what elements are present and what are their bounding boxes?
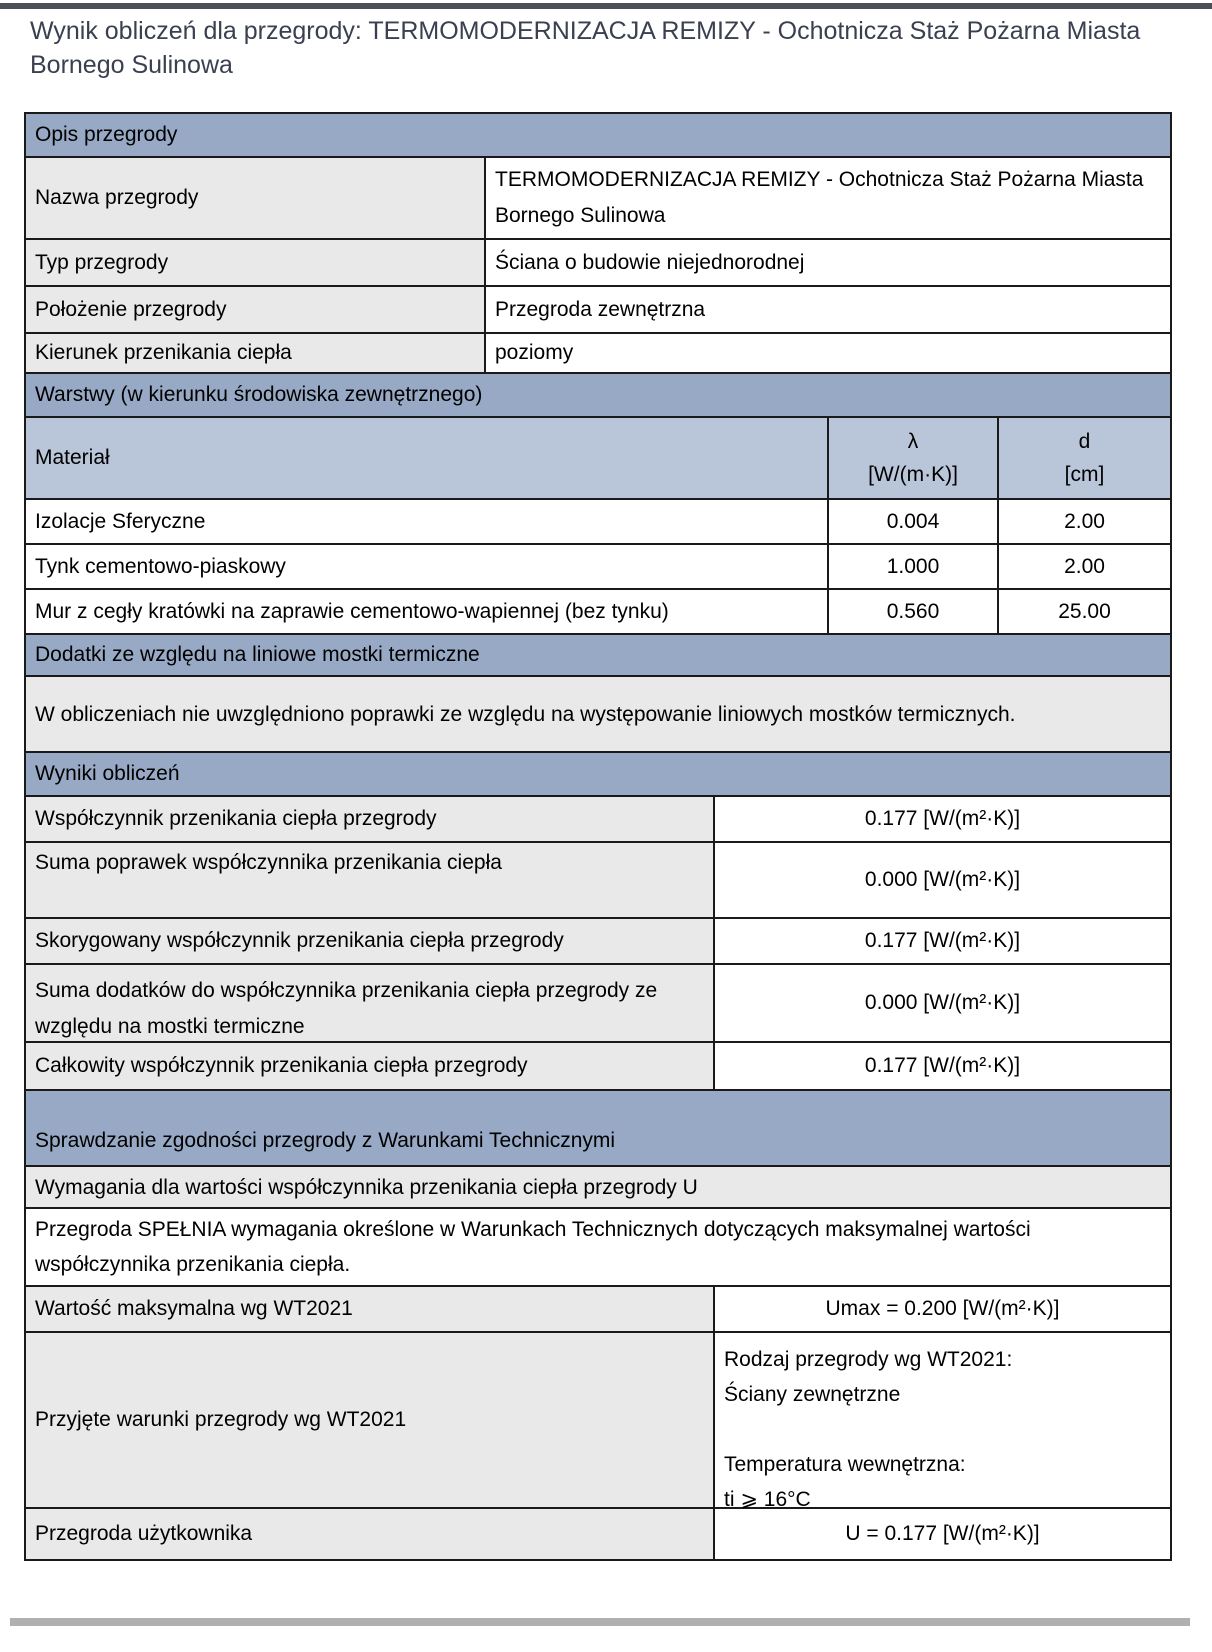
table-row: [26, 238, 1170, 285]
row-value: TERMOMODERNIZACJA REMIZY - Ochotnicza Staż Pożarna Miasta Bornego Sulinowa: [495, 168, 1144, 227]
result-label: Suma poprawek współczynnika przenikania ciepła: [26, 843, 715, 917]
requirements-subheader: Wymagania dla wartości współczynnika przenikania ciepła przegrody U: [26, 1167, 1170, 1207]
table-row: [26, 156, 1170, 238]
section-header-warstwy: Warstwy (w kierunku środowiska zewnętrznego): [26, 372, 1170, 416]
result-label: Całkowity współczynnik przenikania ciepła przegrody: [26, 1043, 715, 1089]
layer-thickness: 2.00: [1064, 509, 1105, 533]
compliance-statement: Przegroda SPEŁNIA wymagania określone w Warunkach Technicznych dotyczących maksymalnej wartości współczynnika przenikania ciepła.: [26, 1209, 1170, 1285]
section-header-mostki: Dodatki ze względu na liniowe mostki termiczne: [26, 633, 1170, 675]
result-label: Suma dodatków do współczynnika przenikania ciepła przegrody ze względu na mostki termiczne: [26, 965, 715, 1041]
row-label: Nazwa przegrody: [26, 158, 486, 238]
lambda-unit: [W/(m·K)]: [868, 463, 958, 486]
internal-temperature-label: Temperatura wewnętrzna:: [724, 1453, 966, 1476]
layers-column-header-row: [26, 416, 1170, 498]
layer-row: [26, 588, 1170, 633]
column-header-material: Materiał: [26, 418, 829, 498]
layer-thickness: 2.00: [1064, 554, 1105, 578]
table-row: [26, 332, 1170, 372]
blank-line: [724, 1412, 1161, 1447]
lambda-symbol: λ: [907, 430, 919, 453]
layer-material: Mur z cegły kratówki na zaprawie cementowo-wapiennej (bez tynku): [26, 590, 829, 633]
conditions-value: [715, 1333, 1170, 1511]
layer-row: [26, 543, 1170, 588]
table-row: [26, 285, 1170, 332]
row-value: Umax = 0.200 [W/(m²·K)]: [825, 1297, 1060, 1320]
result-row: [26, 963, 1170, 1041]
row-value: U = 0.177 [W/(m²·K)]: [845, 1522, 1040, 1545]
table-row: [26, 1285, 1170, 1331]
section-header-opis: Opis przegrody: [26, 114, 1170, 156]
result-value: 0.000 [W/(m²·K)]: [864, 868, 1021, 891]
thermal-bridges-note: W obliczeniach nie uwzględniono poprawki ze względu na występowanie liniowych mostków termicznych.: [26, 677, 1170, 751]
row-label: Położenie przegrody: [26, 287, 486, 332]
row-label: Typ przegrody: [26, 240, 486, 285]
table-row: [26, 675, 1170, 751]
layer-material: Tynk cementowo-piaskowy: [26, 545, 829, 588]
result-row: [26, 841, 1170, 917]
table-row: [26, 1165, 1170, 1207]
page-title: Wynik obliczeń dla przegrody: TERMOMODERNIZACJA REMIZY - Ochotnicza Staż Pożarna Miasta Bornego Sulinowa: [30, 17, 1141, 79]
row-value: Ściana o budowie niejednorodnej: [495, 250, 805, 274]
result-row: [26, 917, 1170, 963]
bottom-divider-bar: [10, 1618, 1190, 1626]
section-header-sprawdzanie: Sprawdzanie zgodności przegrody z Warunkami Technicznymi: [26, 1089, 1170, 1165]
table-row: [26, 1207, 1170, 1285]
row-label: Wartość maksymalna wg WT2021: [26, 1287, 715, 1331]
layer-lambda: 1.000: [829, 545, 999, 588]
result-value: 0.177 [W/(m²·K)]: [864, 1054, 1021, 1077]
layer-row: [26, 498, 1170, 543]
layer-material: Izolacje Sferyczne: [26, 500, 829, 543]
report-table: [24, 112, 1172, 1561]
result-value: 0.177 [W/(m²·K)]: [864, 929, 1021, 952]
row-label: Kierunek przenikania ciepła: [26, 334, 486, 372]
table-row: [26, 1331, 1170, 1511]
layer-lambda: 0.560: [829, 590, 999, 633]
top-divider-bar: [0, 3, 1212, 9]
result-row: [26, 795, 1170, 841]
result-label: Współczynnik przenikania ciepła przegrody: [26, 797, 715, 841]
thickness-symbol: d: [1078, 430, 1091, 453]
column-header-lambda: [829, 418, 999, 498]
row-label: Przyjęte warunki przegrody wg WT2021: [26, 1333, 715, 1507]
row-value: poziomy: [495, 341, 574, 364]
row-value: Przegroda zewnętrzna: [495, 297, 706, 321]
internal-temperature-value: ti ⩾ 16°C: [724, 1488, 811, 1511]
row-label: Przegroda użytkownika: [26, 1509, 715, 1559]
result-value: 0.177 [W/(m²·K)]: [864, 807, 1021, 830]
result-row: [26, 1041, 1170, 1089]
layer-lambda: 0.004: [829, 500, 999, 543]
column-header-thickness: [999, 418, 1170, 498]
result-label: Skorygowany współczynnik przenikania ciepła przegrody: [26, 919, 715, 963]
table-row: [26, 1507, 1170, 1559]
layer-thickness: 25.00: [1058, 599, 1111, 623]
section-header-wyniki: Wyniki obliczeń: [26, 751, 1170, 795]
result-value: 0.000 [W/(m²·K)]: [864, 991, 1021, 1014]
partition-type-value: Ściany zewnętrzne: [724, 1383, 901, 1406]
thickness-unit: [cm]: [1064, 463, 1105, 486]
partition-type-label: Rodzaj przegrody wg WT2021:: [724, 1348, 1013, 1371]
